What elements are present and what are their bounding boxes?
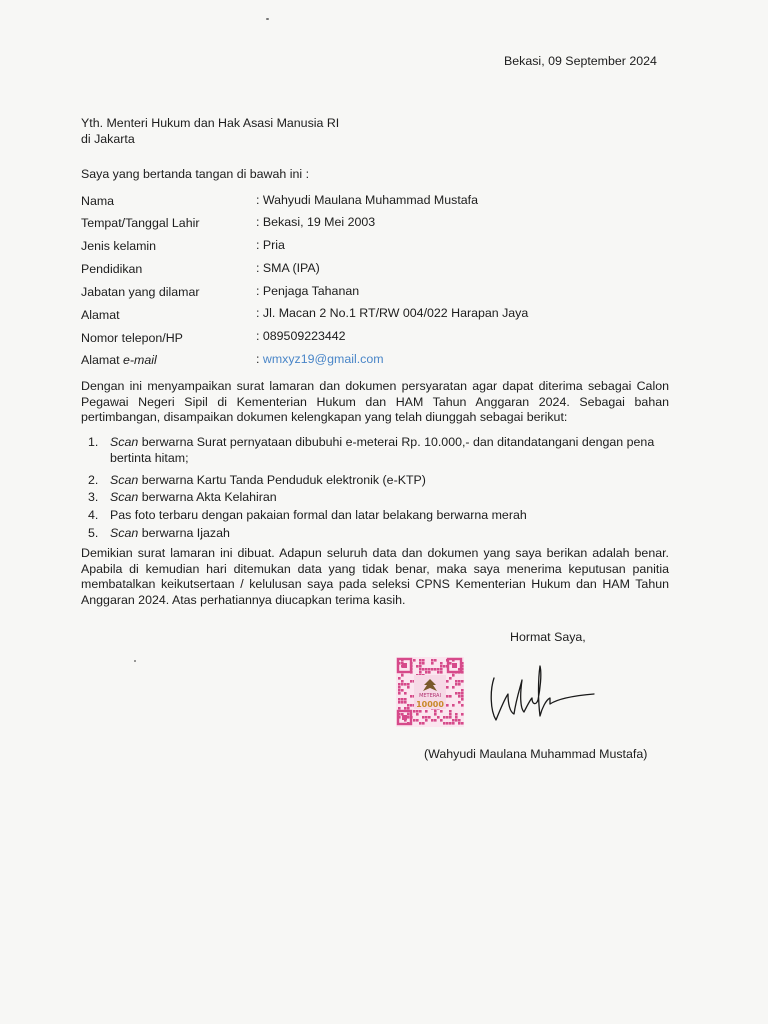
paragraph-closing: Demikian surat lamaran ini dibuat. Adapun seluruh data dan dokumen yang saya berikan adalah benar. Apabila di kemudian hari ditemukan data yang tidak benar, maka saya menerima keputusan panitia membatalkan keikutsertaan / kelulusan saya pada seleksi CPNS Kementerian Hukum dan HAM Tahun Anggaran 2024. Atas perhatiannya diucapkan terima kasih. <box>81 546 669 607</box>
field-label-alamat: Alamat <box>81 308 120 322</box>
intro-text: Saya yang bertanda tangan di bawah ini : <box>81 167 310 181</box>
paragraph-opening: Dengan ini menyampaikan surat lamaran dan dokumen persyaratan agar dapat diterima sebagai Calon Pegawai Negeri Sipil di Kementerian Hukum dan HAM Tahun Anggaran 2024. Sebagai bahan pertimbangan, disampaikan dokumen kelengkapan yang telah diunggah sebagai berikut: <box>81 379 669 424</box>
handwritten-signature <box>486 660 596 724</box>
field-label-pendidikan: Pendidikan <box>81 262 143 276</box>
field-value-alamat: : Jl. Macan 2 No.1 RT/RW 004/022 Harapan Jaya <box>256 306 529 320</box>
list-number: 5. <box>88 526 99 540</box>
list-number: 1. <box>88 435 99 449</box>
email-label-italic: e-mail <box>123 353 157 367</box>
field-value-jenis-kelamin: : Pria <box>256 238 285 252</box>
field-label-telepon: Nomor telepon/HP <box>81 331 183 345</box>
e-meterai-stamp <box>396 657 464 727</box>
email-link[interactable]: wmxyz19@gmail.com <box>262 352 384 366</box>
field-label-jabatan: Jabatan yang dilamar <box>81 285 200 299</box>
field-value-ttl: : Bekasi, 19 Mei 2003 <box>256 215 376 229</box>
field-label-ttl: Tempat/Tanggal Lahir <box>81 216 200 230</box>
signatory-name: (Wahyudi Maulana Muhammad Mustafa) <box>424 747 648 761</box>
recipient-line-2: di Jakarta <box>81 132 135 146</box>
list-text: Scan berwarna Akta Kelahiran <box>110 490 277 504</box>
list-number: 4. <box>88 508 99 522</box>
list-text: Scan berwarna Ijazah <box>110 526 230 540</box>
list-text: Scan berwarna Surat pernyataan dibubuhi e-meterai Rp. 10.000,- dan ditandatangani dengan pena bertinta hitam; <box>110 435 655 465</box>
stamp-label: METERAI <box>419 693 441 699</box>
stamp-amount: 10000 <box>416 700 444 709</box>
email-colon: : <box>256 352 263 366</box>
list-number: 2. <box>88 473 99 487</box>
list-text: Pas foto terbaru dengan pakaian formal dan latar belakang berwarna merah <box>110 508 527 522</box>
list-number: 3. <box>88 490 99 504</box>
field-value-telepon: : 089509223442 <box>256 329 346 343</box>
closing-salutation: Hormat Saya, <box>510 630 586 644</box>
list-text: Scan berwarna Kartu Tanda Penduduk elektronik (e-KTP) <box>110 473 426 487</box>
email-label-prefix: Alamat <box>81 353 124 367</box>
paper-speck <box>134 660 136 662</box>
field-label-jenis-kelamin: Jenis kelamin <box>81 239 157 253</box>
field-value-email <box>256 352 384 367</box>
field-label-email <box>81 353 157 368</box>
recipient-line-1: Yth. Menteri Hukum dan Hak Asasi Manusia RI <box>81 116 340 130</box>
letter-date: Bekasi, 09 September 2024 <box>504 54 657 68</box>
field-label-nama: Nama <box>81 194 115 208</box>
paper-speck <box>266 18 269 20</box>
field-value-pendidikan: : SMA (IPA) <box>256 261 320 275</box>
field-value-nama: : Wahyudi Maulana Muhammad Mustafa <box>256 193 478 207</box>
field-value-jabatan: : Penjaga Tahanan <box>256 284 360 298</box>
